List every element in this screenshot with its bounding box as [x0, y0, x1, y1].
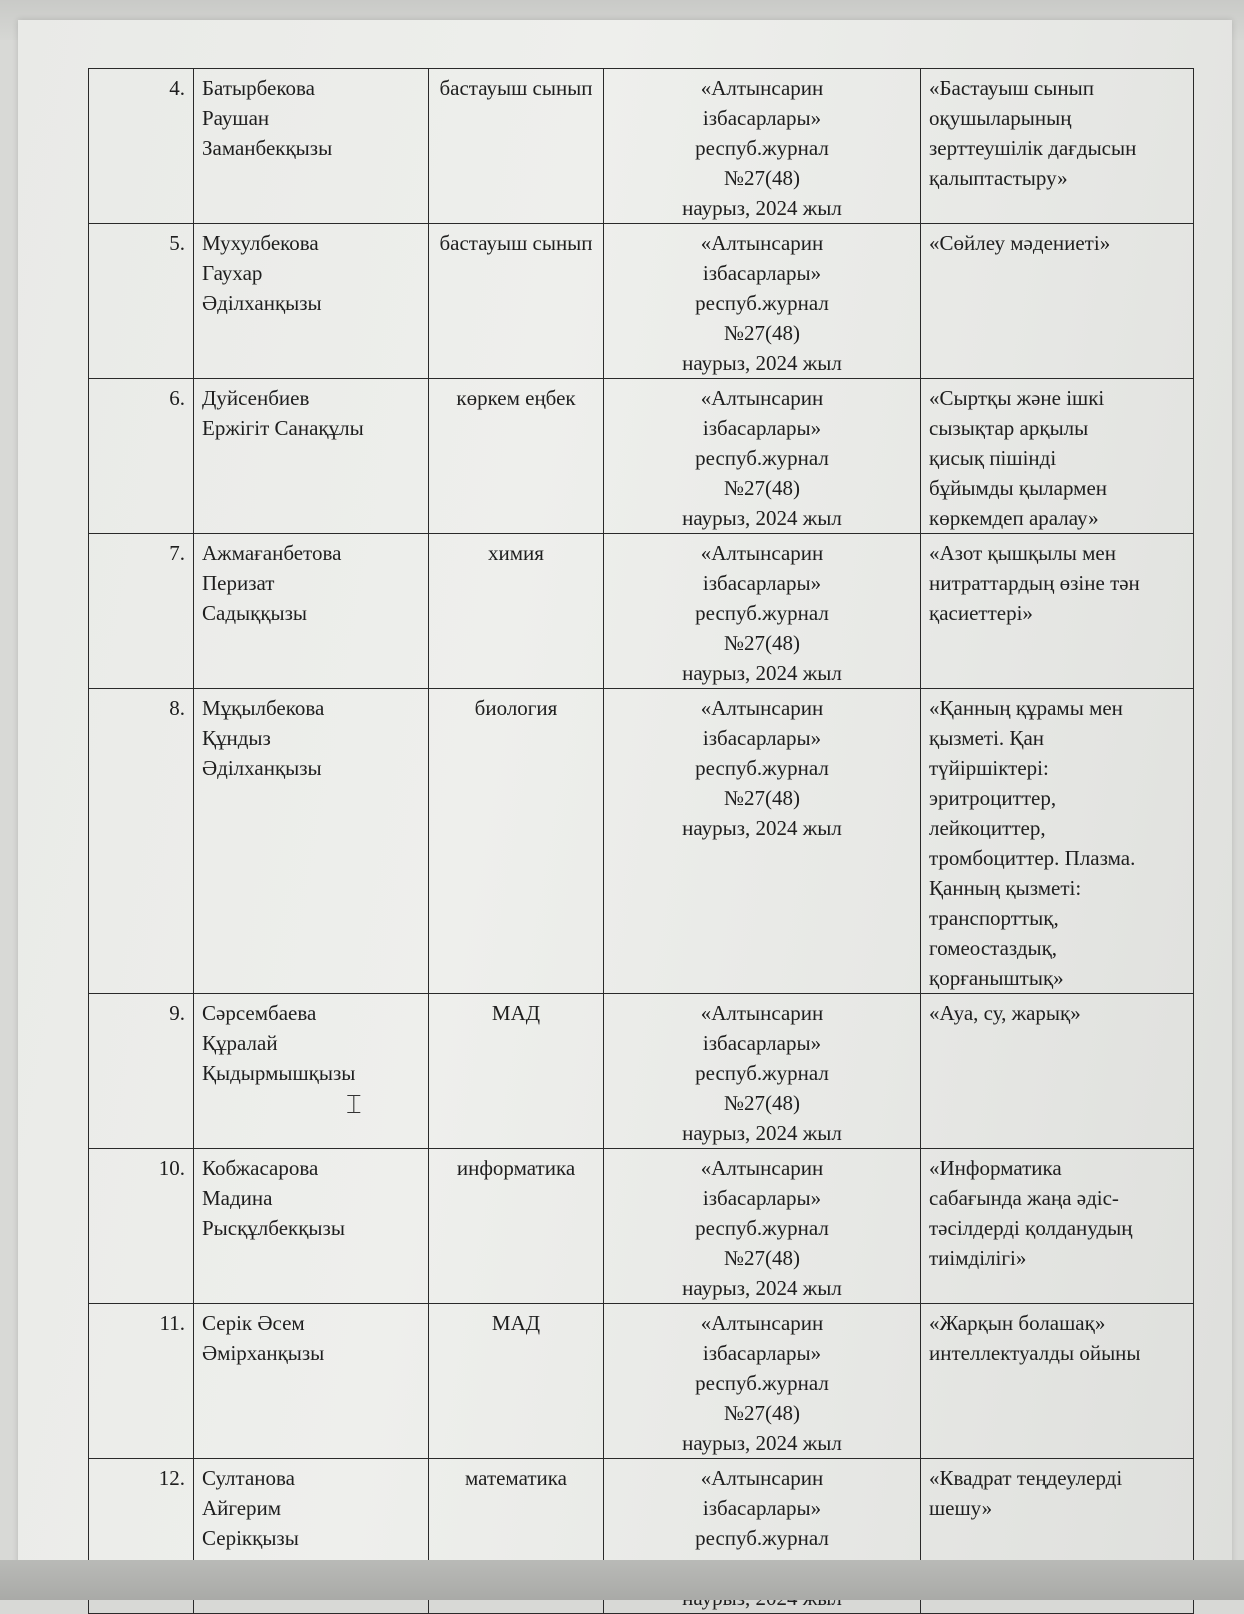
publication-line: ізбасарлары» [702, 726, 822, 750]
name-line: Дуйсенбиев [202, 386, 310, 410]
name-line: Заманбекқызы [202, 136, 333, 160]
subject-cell: бастауыш сынып [429, 224, 604, 379]
publication-line: «Алтынсарин [700, 386, 824, 410]
publication-line: наурыз, 2024 жыл [682, 1121, 842, 1145]
publication-line: ізбасарлары» [702, 106, 822, 130]
publication-line: «Алтынсарин [700, 1001, 824, 1025]
row-number-cell: 11. [89, 1304, 194, 1459]
name-line: Султанова [202, 1466, 295, 1490]
topic-line: көркемдеп аралау» [929, 506, 1099, 530]
topic-line: транспорттық, [929, 906, 1059, 930]
topic-cell [921, 1149, 1194, 1304]
publication-line: №27(48) [723, 476, 801, 500]
publication-line: наурыз, 2024 жыл [682, 816, 842, 840]
publication-cell [604, 69, 921, 224]
subject-cell: МАД [429, 1304, 604, 1459]
table-row [89, 689, 1194, 994]
topic-cell [921, 1304, 1194, 1459]
publication-line: №27(48) [723, 321, 801, 345]
name-line: Қыдырмышқызы [202, 1061, 356, 1085]
name-line: Ержігіт Санақұлы [202, 416, 364, 440]
topic-line: «Ауа, су, жарық» [929, 1001, 1081, 1025]
publication-line: наурыз, 2024 жыл [682, 661, 842, 685]
subject-cell: бастауыш сынып [429, 69, 604, 224]
name-line: Серікқызы [202, 1526, 299, 1550]
publication-line: ізбасарлары» [702, 1496, 822, 1520]
topic-line: «Бастауыш сынып [929, 76, 1094, 100]
topic-line: интеллектуалды ойыны [929, 1341, 1141, 1365]
teacher-name-cell [194, 1149, 429, 1304]
publication-cell [604, 379, 921, 534]
topic-line: «Азот қышқылы мен [929, 541, 1116, 565]
row-number-cell: 4. [89, 69, 194, 224]
topic-line: сызықтар арқылы [929, 416, 1089, 440]
teacher-name-cell [194, 689, 429, 994]
publication-line: ізбасарлары» [702, 1341, 822, 1365]
publication-line: «Алтынсарин [700, 696, 824, 720]
table-row [89, 1149, 1194, 1304]
publication-line: респуб.журнал [695, 1526, 829, 1550]
topic-cell [921, 69, 1194, 224]
subject-cell: биология [429, 689, 604, 994]
name-line: Перизат [202, 571, 275, 595]
publication-line: ізбасарлары» [702, 261, 822, 285]
publication-line: «Алтынсарин [700, 1466, 824, 1490]
row-number-cell: 6. [89, 379, 194, 534]
table-row [89, 224, 1194, 379]
publication-line: «Алтынсарин [700, 1156, 824, 1180]
topic-line: шешу» [929, 1496, 993, 1520]
topic-line: «Квадрат теңдеулерді [929, 1466, 1123, 1490]
publication-line: респуб.журнал [695, 446, 829, 470]
name-line: Әділханқызы [202, 291, 322, 315]
publication-cell [604, 1149, 921, 1304]
name-line: Рысқұлбекқызы [202, 1216, 345, 1240]
subject-cell: көркем еңбек [429, 379, 604, 534]
publication-line: №27(48) [723, 1401, 801, 1425]
topic-cell [921, 534, 1194, 689]
row-number-cell: 12. [89, 1459, 194, 1614]
name-line: Құралай [202, 1031, 278, 1055]
topic-line: зерттеушілік дағдысын [929, 136, 1137, 160]
name-line: Кобжасарова [202, 1156, 319, 1180]
publication-cell [604, 994, 921, 1149]
publication-line: респуб.журнал [695, 291, 829, 315]
teacher-name-cell [194, 224, 429, 379]
publication-line: «Алтынсарин [700, 76, 824, 100]
subject-cell: математика [429, 1459, 604, 1614]
row-number-cell: 5. [89, 224, 194, 379]
topic-line: тромбоциттер. Плазма. [929, 846, 1136, 870]
topic-line: қисық пішінді [929, 446, 1057, 470]
publication-line: наурыз, 2024 жыл [682, 196, 842, 220]
table-row [89, 534, 1194, 689]
publication-line: респуб.журнал [695, 601, 829, 625]
teacher-name-cell [194, 69, 429, 224]
name-line: Раушан [202, 106, 270, 130]
topic-line: қорғаныштық» [929, 966, 1064, 990]
publication-line: респуб.журнал [695, 756, 829, 780]
publication-line: №27(48) [723, 1246, 801, 1270]
topic-line: қасиеттері» [929, 601, 1033, 625]
row-number-cell: 7. [89, 534, 194, 689]
name-line: Сәрсембаева [202, 1001, 317, 1025]
topic-line: Қанның қызметі: [929, 876, 1082, 900]
topic-cell [921, 994, 1194, 1149]
row-number-cell: 8. [89, 689, 194, 994]
publication-line: №27(48) [723, 631, 801, 655]
publication-line: «Алтынсарин [700, 541, 824, 565]
publication-line: №27(48) [723, 1091, 801, 1115]
topic-line: сабағында жаңа әдіс- [929, 1186, 1119, 1210]
row-number-cell: 9. [89, 994, 194, 1149]
publication-line: респуб.журнал [695, 136, 829, 160]
name-line: Мұқылбекова [202, 696, 325, 720]
name-line: Құндыз [202, 726, 271, 750]
name-line: Серік Әсем [202, 1311, 305, 1335]
topic-line: «Қанның құрамы мен [929, 696, 1123, 720]
topic-line: қызметі. Қан [929, 726, 1044, 750]
publication-line: ізбасарлары» [702, 416, 822, 440]
name-line: Батырбекова [202, 76, 315, 100]
publication-line: «Алтынсарин [700, 231, 824, 255]
publication-line: ізбасарлары» [702, 1031, 822, 1055]
table-row [89, 994, 1194, 1149]
topic-line: «Жарқын болашақ» [929, 1311, 1106, 1335]
topic-cell [921, 224, 1194, 379]
topic-line: «Информатика [929, 1156, 1062, 1180]
publication-cell [604, 534, 921, 689]
document-page [18, 20, 1232, 1572]
table-row [89, 1304, 1194, 1459]
name-line: Ажмағанбетова [202, 541, 342, 565]
publication-cell [604, 1304, 921, 1459]
topic-line: тиімділігі» [929, 1246, 1027, 1270]
publication-cell [604, 689, 921, 994]
publication-line: респуб.журнал [695, 1371, 829, 1395]
name-line: Мухулбекова [202, 231, 319, 255]
topic-line: қалыптастыру» [929, 166, 1068, 190]
name-line: Әділханқызы [202, 756, 322, 780]
publication-line: респуб.журнал [695, 1061, 829, 1085]
topic-line: «Сыртқы және ішкі [929, 386, 1105, 410]
table-row [89, 379, 1194, 534]
publication-line: №27(48) [723, 786, 801, 810]
topic-line: гомеостаздық, [929, 936, 1058, 960]
teacher-name-cell [194, 994, 429, 1149]
topic-line: оқушыларының [929, 106, 1072, 130]
row-number-cell: 10. [89, 1149, 194, 1304]
publication-line: №27(48) [723, 166, 801, 190]
name-line: Садыққызы [202, 601, 308, 625]
subject-cell: химия [429, 534, 604, 689]
publication-line: наурыз, 2024 жыл [682, 506, 842, 530]
topic-line: эритроциттер, [929, 786, 1057, 810]
name-line: Гаухар [202, 261, 263, 285]
teacher-name-cell [194, 1304, 429, 1459]
publication-line: ізбасарлары» [702, 1186, 822, 1210]
topic-line: түйіршіктері: [929, 756, 1049, 780]
name-line: Мадина [202, 1186, 273, 1210]
topic-line: лейкоциттер, [929, 816, 1046, 840]
name-line: Әмірханқызы [202, 1341, 325, 1365]
topic-line: нитраттардың өзіне тән [929, 571, 1140, 595]
name-line: Айгерим [202, 1496, 282, 1520]
topic-line: тәсілдерді қолданудың [929, 1216, 1133, 1240]
publication-line: респуб.журнал [695, 1216, 829, 1240]
teacher-name-cell [194, 379, 429, 534]
topic-cell [921, 689, 1194, 994]
publication-line: наурыз, 2024 жыл [682, 1431, 842, 1455]
publication-line: наурыз, 2024 жыл [682, 1276, 842, 1300]
publications-table [88, 68, 1194, 1614]
publication-line: ізбасарлары» [702, 571, 822, 595]
publication-line: наурыз, 2024 жыл [682, 351, 842, 375]
teacher-name-cell [194, 534, 429, 689]
publication-line: «Алтынсарин [700, 1311, 824, 1335]
topic-cell [921, 379, 1194, 534]
subject-cell: МАД [429, 994, 604, 1149]
photo-bottom-edge [0, 1560, 1244, 1600]
subject-cell: информатика [429, 1149, 604, 1304]
text-cursor-icon: ⌶ [346, 1090, 362, 1120]
publication-cell [604, 224, 921, 379]
topic-line: «Сөйлеу мәдениеті» [929, 231, 1111, 255]
table-row [89, 69, 1194, 224]
topic-line: бұйымды қылармен [929, 476, 1108, 500]
